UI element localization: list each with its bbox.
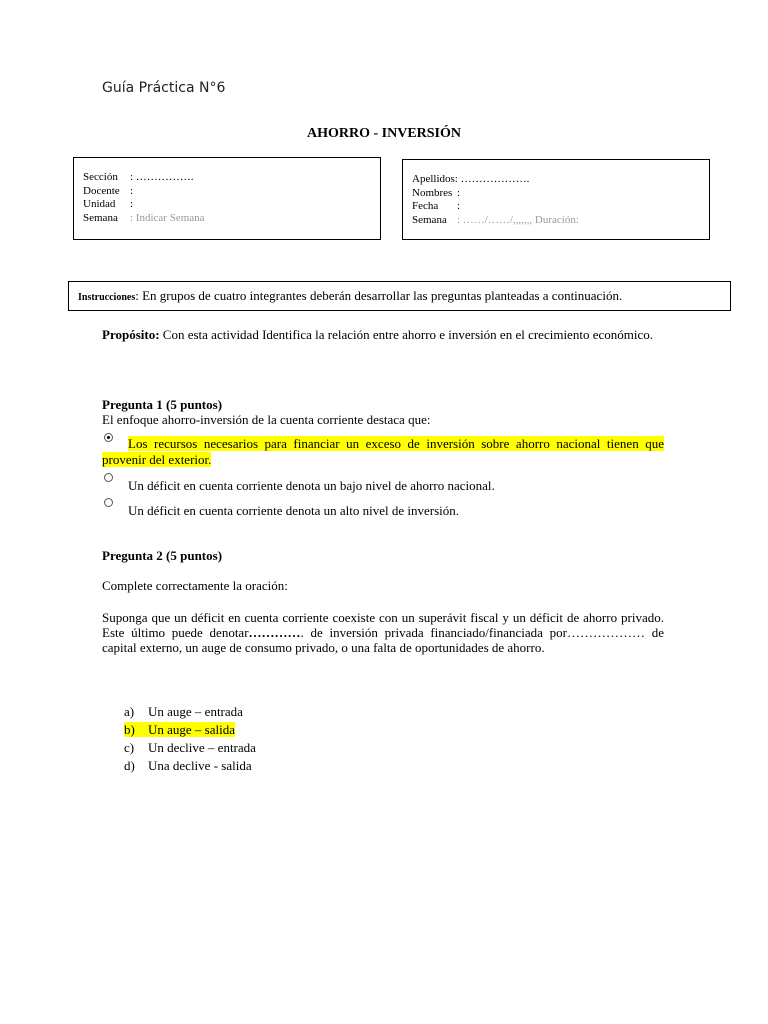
purpose-text: Con esta actividad Identifica la relación entre ahorro e inversión en el crecimiento económico.: [159, 327, 653, 342]
date-label: Fecha: [412, 200, 439, 212]
names-label: Nombres: [412, 186, 453, 199]
q2-option-a[interactable]: [124, 703, 256, 721]
q2-option-b[interactable]: [124, 721, 256, 739]
q2-options-list: [124, 703, 256, 775]
q2-option-c[interactable]: [124, 739, 256, 757]
question-1-stem: El enfoque ahorro-inversión de la cuenta corriente destaca que:: [102, 412, 431, 427]
week-row: [83, 212, 380, 226]
student-info-box-right: [402, 159, 710, 240]
q2-option-b-marker: b): [124, 722, 135, 737]
q1-option-1-text: Los recursos necesarios para financiar un exceso de inversión sobre ahorro nacional tienen que provenir del exterior.: [102, 436, 664, 467]
teacher-value[interactable]: :: [130, 184, 134, 197]
instructions-text: : En grupos de cuatro integrantes deberán desarrollar las preguntas planteadas a continuación.: [135, 288, 623, 303]
surname-row: [412, 173, 709, 187]
q1-option-1[interactable]: [102, 436, 664, 468]
purpose-label: Propósito:: [102, 327, 160, 342]
week-duration-value[interactable]: : ……/……/,,,,,,, Duración:: [457, 213, 579, 226]
q2-body-part-1: Suponga que un déficit en cuenta corriente coexiste con un superávit fiscal y un déficit de ahorro privado. Este último puede denotar: [102, 610, 664, 640]
q2-blank-dots: …………: [248, 625, 301, 640]
question-1-title: Pregunta 1 (5 puntos): [102, 397, 223, 412]
q2-option-a-marker: a): [124, 704, 135, 719]
question-2-body: [102, 610, 664, 655]
q2-option-c-marker: c): [124, 740, 135, 755]
unit-row: [83, 198, 380, 212]
section-value[interactable]: : …………….: [130, 171, 194, 183]
q1-option-3-radio[interactable]: [104, 498, 113, 507]
teacher-label: Docente: [83, 184, 120, 197]
purpose-paragraph: [102, 326, 664, 344]
section-row: [83, 171, 380, 185]
q2-option-a-text: Un auge – entrada: [148, 704, 243, 719]
teacher-row: [83, 185, 380, 199]
surname-label: Apellidos: [412, 173, 455, 185]
names-row: [412, 187, 709, 201]
q2-option-d[interactable]: [124, 757, 256, 775]
week-duration-row: [412, 214, 709, 228]
instructions-label: Instrucciones: [78, 292, 136, 303]
unit-value[interactable]: :: [130, 198, 134, 210]
question-2-title: Pregunta 2 (5 puntos): [102, 548, 223, 563]
q2-option-d-text: Una declive - salida: [148, 758, 252, 773]
date-row: [412, 200, 709, 214]
guide-number: Guía Práctica N°6: [102, 80, 226, 96]
student-info-box-left: [73, 157, 381, 240]
q1-option-2-radio[interactable]: [104, 473, 113, 482]
section-label: Sección: [83, 171, 118, 183]
unit-label: Unidad: [83, 198, 116, 210]
q2-option-b-text: Un auge – salida: [148, 722, 236, 737]
names-value[interactable]: :: [457, 186, 461, 199]
date-value[interactable]: :: [457, 200, 461, 212]
week-value[interactable]: : Indicar Semana: [130, 211, 205, 224]
q1-option-3-text[interactable]: Un déficit en cuenta corriente denota un alto nivel de inversión.: [128, 503, 460, 518]
surname-value[interactable]: : ……………….: [454, 173, 530, 185]
instructions-box: [68, 281, 731, 311]
week-label-right: Semana: [412, 213, 447, 226]
q1-option-2-text[interactable]: Un déficit en cuenta corriente denota un bajo nivel de ahorro nacional.: [128, 478, 495, 493]
q2-option-d-marker: d): [124, 758, 135, 773]
question-2-prompt: Complete correctamente la oración:: [102, 578, 288, 593]
q2-option-c-text: Un declive – entrada: [148, 740, 256, 755]
q2-body-part-2: . de inversión privada financiado/financiada por……………… de capital externo, un auge de consumo privado, o una falta de oportunidades de ahorro.: [102, 625, 665, 655]
week-label: Semana: [83, 211, 118, 224]
page-title: AHORRO - INVERSIÓN: [306, 126, 461, 141]
